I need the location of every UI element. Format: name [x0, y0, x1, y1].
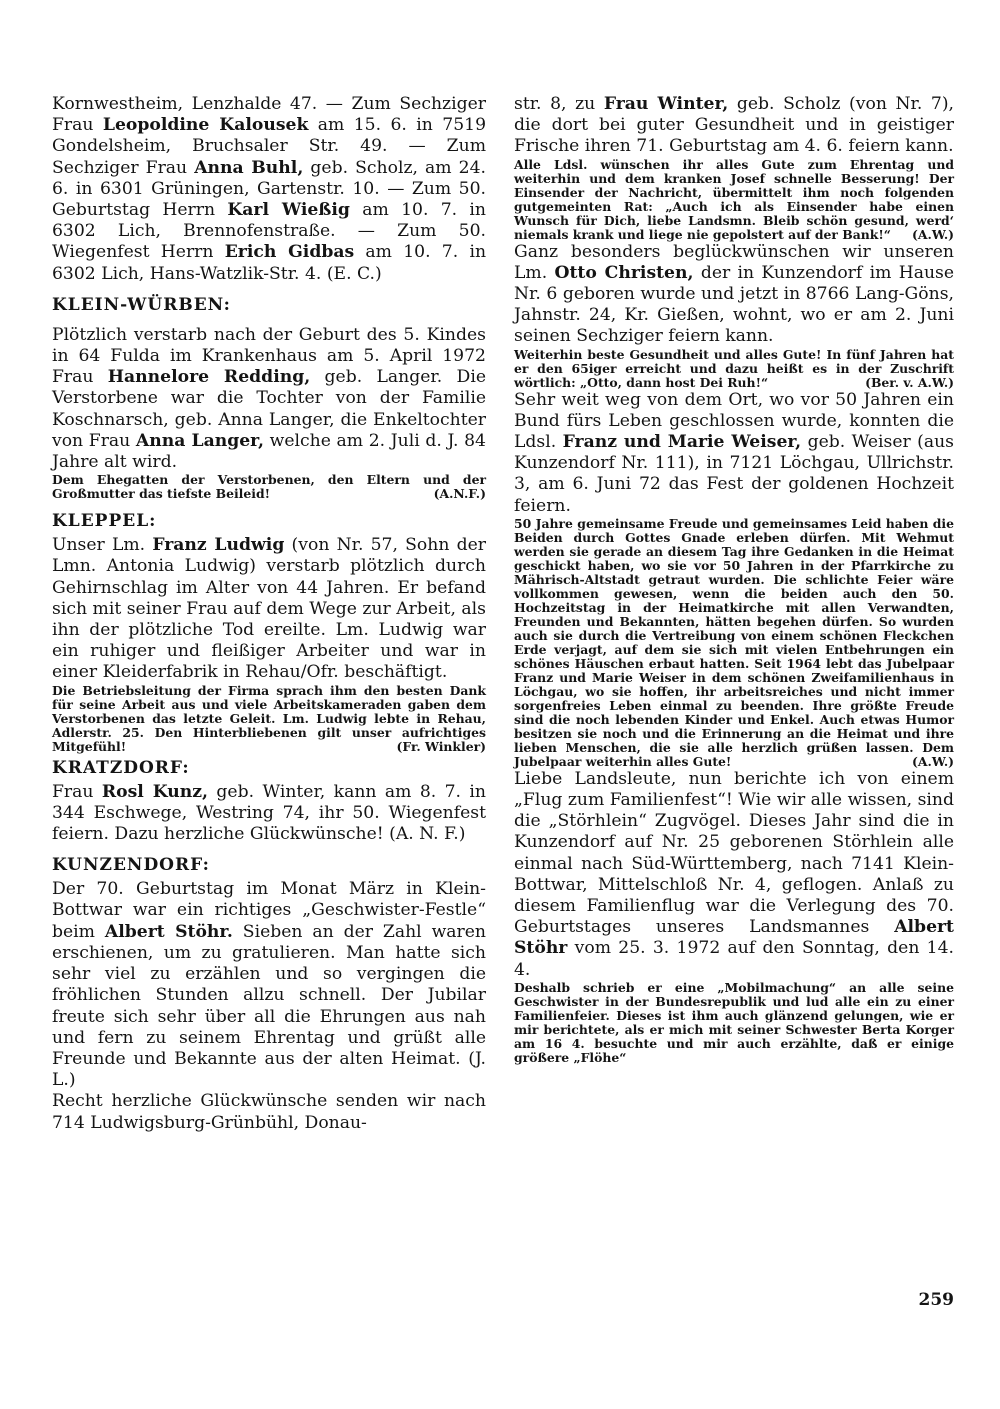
condolence-note	[52, 684, 486, 754]
person-name: Franz Ludwig	[152, 535, 285, 556]
birthday-paragraph	[514, 242, 954, 348]
golden-wedding-paragraph	[514, 390, 954, 517]
person-name: Albert Stöhr	[514, 917, 954, 959]
left-column	[52, 94, 486, 1134]
obituary-paragraph	[52, 325, 486, 473]
right-column	[514, 94, 954, 1065]
family-festival-paragraph	[514, 769, 954, 981]
text-run: Sieben an der Zahl waren erschienen, um zu gratulieren. Man hatte sich sehr viel zu erzählen und so vergingen die fröhlichen Stunden allzu schnell. Der Jubilar freute sich sehr über all die Ehrungen aus nah und fern zu seinem Ehrentag und grüßt alle Freunde und Bekannte aus der alten Heimat. (J. L.)	[52, 921, 486, 1091]
note-text: Die Betriebsleitung der Firma sprach ihm den besten Dank für seine Arbeit aus und viele Arbeitskameraden gaben dem Verstorbenen das letzte Geleit. Lm. Ludwig lebte in Rehau, Adlerstr. 25. Den Hinterbliebenen gilt unser aufrichtiges Mitgefühl!	[52, 682, 486, 754]
text-run: geb. Winter, kann am 8. 7. in 344 Eschwege, Westring 74, ihr 50. Wiegenfest feiern. Dazu herzliche Glückwünsche! (A. N. F.)	[52, 781, 486, 845]
person-name: Erich Gidbas	[224, 242, 355, 263]
birthday-notices-paragraph	[52, 94, 486, 285]
text-run: der in Kunzendorf im Hause Nr. 6 geboren wurde und jetzt in 8766 Lang-Göns, Jahnstr. 24, Kr. Gießen, wohnt, wo er am 2. Juni seinen Sechziger feiern kann.	[514, 262, 955, 347]
text-run: am 10. 7. in 6302 Lich, Brennofenstraße. — Zum 50. Wiegenfest Herrn	[52, 200, 486, 263]
author-signature: (Fr. Winkler)	[396, 738, 486, 754]
text-run: Der 70. Geburtstag im Monat März in Klein-Bottwar war ein richtiges „Geschwister-Festle“ beim	[52, 879, 486, 942]
birthday-paragraph	[52, 879, 486, 1091]
condolence-note	[52, 473, 486, 501]
text-run: (von Nr. 57, Sohn der Lmn. Antonia Ludwig) verstarb plötzlich durch Gehirnschlag im Alter von 44 Jahren. Er befand sich mit seiner Frau auf dem Wege zur Arbeit, als ihn der plötzliche Tod ereilte. Lm. Ludwig war ein ruhiger und fleißiger Arbeiter und war in einer Kleiderfabrik in Rehau/Ofr. beschäftigt.	[52, 535, 486, 683]
text-run: geb. Weiser (aus Kunzendorf Nr. 111), in 7121 Löchgau, Ullrichstr. 3, am 6. Juni 72 das Fest der goldenen Hochzeit feiern.	[514, 432, 954, 516]
page-number: 259	[918, 1290, 954, 1310]
author-signature: (A.W.)	[912, 226, 954, 242]
author-signature: (A.N.F.)	[433, 486, 486, 502]
wedding-note	[514, 517, 954, 769]
person-name: Albert Stöhr.	[104, 921, 233, 942]
person-name: Anna Langer,	[135, 430, 264, 451]
person-name: Otto Christen,	[554, 262, 694, 283]
text-run: str. 8, zu	[514, 94, 604, 114]
text-run: geb. Langer. Die Verstorbene war die Tochter von der Familie Koschnarsch, geb. Anna Langer, die Enkeltochter von Frau	[52, 367, 486, 451]
birthday-paragraph	[514, 94, 954, 158]
wishes-note	[514, 158, 954, 242]
text-run: geb. Scholz, am 24. 6. in 6301 Grüningen, Gartenstr. 10. — Zum 50. Geburtstag Herrn	[52, 157, 487, 221]
section-heading-kunzendorf: KUNZENDORF:	[52, 855, 210, 876]
person-name: Anna Buhl,	[194, 157, 304, 178]
text-run: Liebe Landsleute, nun berichte ich von einem „Flug zum Familienfest“! Wie wir alle wissen, sind die „Störhlein“ Zugvögel. Dieses Jahr sind die in Kunzendorf auf Nr. 25 geborenen Störhlein alle einmal nach Süd-Württemberg, nach 7141 Klein-Bottwar, Mittelschloß Nr. 4, geflogen. Anlaß zu diesem Familienflug war die Verlegung des 70. Geburtstages unseres Landsmannes	[514, 768, 954, 938]
text-run: welche am 2. Juli d. J. 84 Jahre alt wird.	[52, 430, 486, 473]
note-text: Dem Ehegatten der Verstorbenen, den Eltern und der Großmutter das tiefste Beileid!	[52, 472, 486, 502]
person-name: Hannelore Redding,	[107, 367, 311, 388]
person-name: Frau Winter,	[603, 94, 729, 114]
author-signature: (Ber. v. A.W.)	[865, 374, 954, 390]
text-run: am 15. 6. in 7519 Gondelsheim, Bruchsaler Str. 49. — Zum Sechziger Frau	[52, 115, 487, 178]
birthday-paragraph	[52, 782, 486, 846]
greeting-paragraph: Recht herzliche Glückwünsche senden wir nach 714 Ludwigsburg-Grünbühl, Donau-	[52, 1091, 486, 1133]
note-text: 50 Jahre gemeinsame Freude und gemeinsames Leid haben die Beiden durch Gottes Gnade erleben dürfen. Mit Wehmut werden sie gerade an diesem Tag ihre Gedanken in die Heimat geschickt haben, wo sie vor 50 Jahren in der Pfarrkirche zu Mährisch-Altstadt getraut wurden. Die schlichte Feier wäre vollkommen gewesen, wenn die beiden auch den 50. Hochzeitstag in der Heimatkirche mit allen Verwandten, Freunden und Bekannten, hätten begehen dürfen. So wurden auch sie durch die Vertreibung von einem schönen Fleckchen Erde verjagt, auf dem sie sich mit vielen Entbehrungen ein schönes Häuschen erbaut hatten. Seit 1964 lebt das Jubelpaar Franz und Marie Weiser in dem schönen Zweifamilienhaus in Löchgau, wo sie hoffen, ihr arbeitsreiches und nicht immer sorgenfreies Leben einmal zu beenden. Ihre größte Freude sind die noch lebenden Kinder und Enkel. Auch etwas Humor besitzen sie noch und die Erinnerung an die Heimat und ihre lieben Menschen, die sie alle herzlich grüßen lassen. Dem Jubelpaar weiterhin alles Gute!	[514, 515, 954, 769]
text-run: Frau	[52, 781, 102, 802]
text-run: Kornwestheim, Lenzhalde 47. — Zum Sechziger Frau	[52, 94, 486, 136]
section-heading-klein-wuerben: KLEIN-WÜRBEN:	[52, 294, 231, 315]
text-run: Unser Lm.	[52, 535, 153, 556]
section-heading-kratzdorf: KRATZDORF:	[52, 757, 190, 778]
person-name: Karl Wießig	[227, 200, 350, 221]
author-signature: (A.W.)	[912, 753, 954, 769]
festival-note: Deshalb schrieb er eine „Mobilmachung“ an alle seine Geschwister in der Bundesrepublik und lud alle ein zu einer Familienfeier. Dieses ist ihm auch glänzend gelungen, wie er mir berichtete, als er mich mit seiner Schwester Berta Korger am 16 4. besuchte und mir auch erzählte, daß er einige größere „Flöhe“	[514, 979, 954, 1065]
note-text: Alle Ldsl. wünschen ihr alles Gute zum Ehrentag und weiterhin und dem kranken Josef schnelle Besserung! Der Einsender der Nachricht, übermittelt ihm noch folgenden gutgemeinten Rat: „Auch ich als Einsender habe einen Wunsch für Dich, liebe Landsmn. Bleib schön gesund, werd‘ niemals krank und liege nie gepolstert auf der Bank!“	[514, 156, 954, 242]
section-heading-kleppel: KLEPPEL:	[52, 511, 157, 532]
wishes-note	[514, 348, 954, 390]
text-run: Sehr weit weg von dem Ort, wo vor 50 Jahren ein Bund fürs Leben geschlossen wurde, konnten die Ldsl.	[514, 389, 954, 453]
text-run: vom 25. 3. 1972 auf den Sonntag, den 14. 4.	[514, 938, 954, 980]
text-run: am 10. 7. in 6302 Lich, Hans-Watzlik-Str. 4. (E. C.)	[52, 242, 487, 284]
person-name: Leopoldine Kalousek	[102, 115, 309, 136]
person-name: Franz und Marie Weiser,	[562, 432, 802, 453]
person-name: Rosl Kunz,	[101, 781, 209, 802]
obituary-paragraph	[52, 535, 486, 683]
text-run: Ganz besonders beglückwünschen wir unseren Lm.	[514, 241, 954, 283]
text-run: Plötzlich verstarb nach der Geburt des 5. Kindes in 64 Fulda im Krankenhaus am 5. April 1972 Frau	[52, 324, 486, 388]
text-run: geb. Scholz (von Nr. 7), die dort bei guter Gesundheit und in geistiger Frische ihren 71. Geburtstag am 4. 6. feiern kann.	[514, 94, 955, 157]
note-text: Weiterhin beste Gesundheit und alles Gute! In fünf Jahren hat er den 65iger erreicht und dazu heißt es in der Zuschrift wörtlich: „Otto, dann host Dei Ruh!“	[514, 346, 954, 390]
